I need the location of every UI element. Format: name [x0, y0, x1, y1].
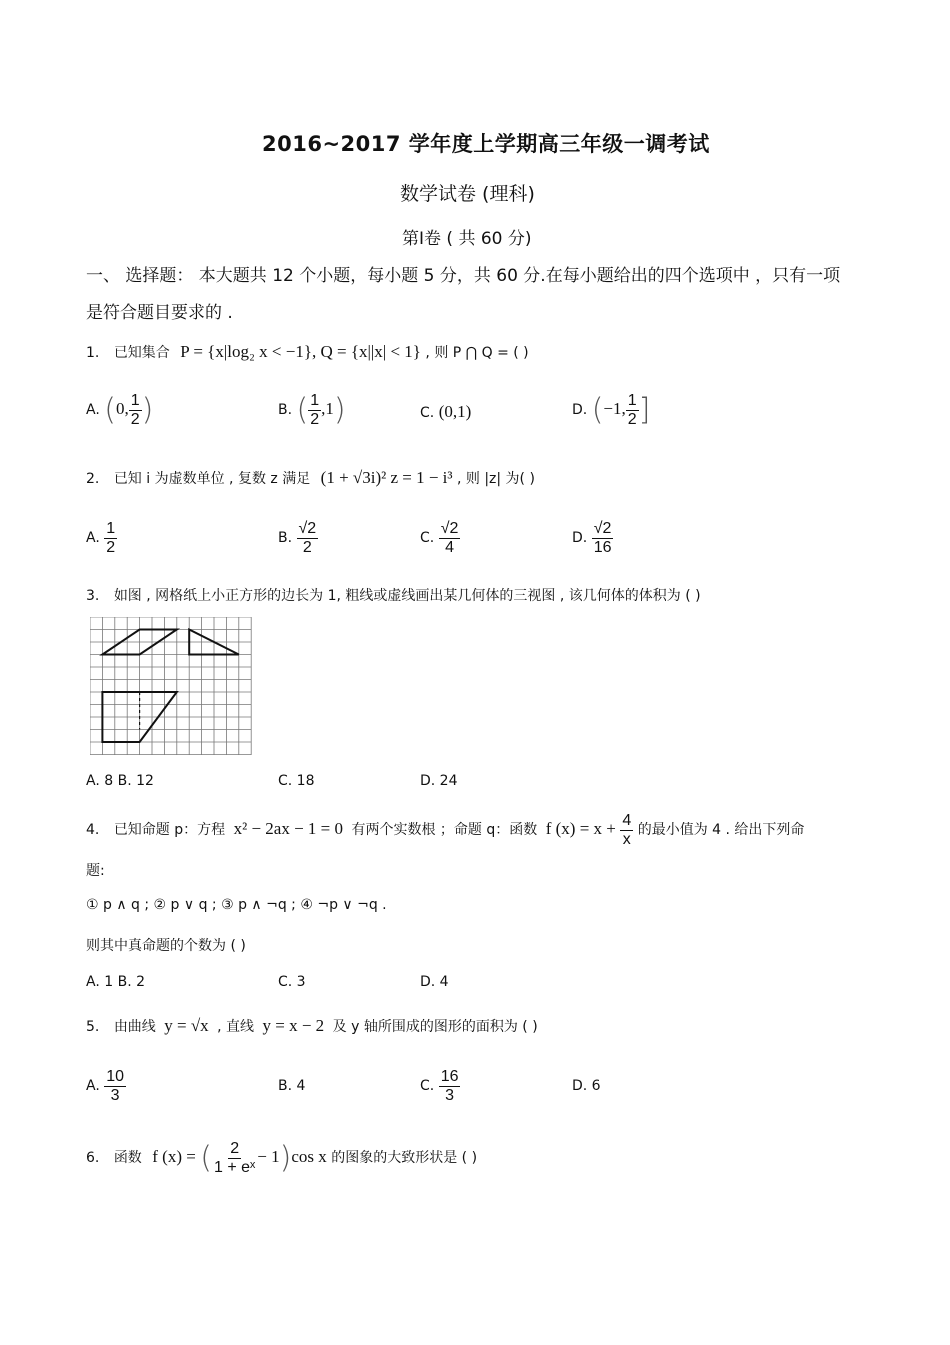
question-stem: 函数: [113, 1150, 142, 1167]
fraction-numerator: 1: [130, 392, 140, 409]
option-label: C.: [420, 530, 435, 547]
question-6: 6. 函数 f (x) = ( $\frac{2}{\text{1 + eˣ}}$ − 1)cos x 的图象的大致形状是 ( ): [86, 1140, 478, 1176]
fraction-numerator: √2: [440, 520, 459, 537]
q5-option-c[interactable]: [420, 1068, 460, 1104]
q1-option-b[interactable]: B. ( $\frac{1}{2}$ ,1): [278, 392, 346, 428]
question-tail: , 则 |z| 为( ): [456, 471, 535, 487]
fraction-denominator: 3: [110, 1086, 120, 1104]
question-stem: 如图 , 网格纸上小正方形的边长为 1, 粗线或虚线画出某几何体的三视图 , 该几何体的体积为 ( ): [113, 588, 701, 604]
exam-title: 2016~2017 学年度上学期高三年级一调考试: [262, 132, 710, 156]
question-number: 2.: [86, 471, 100, 487]
question-number: 4.: [86, 822, 100, 839]
question-4: [86, 812, 804, 848]
fraction-denominator: 16: [593, 538, 612, 556]
q4-option-c[interactable]: C. 3: [278, 974, 306, 990]
q3-option-c[interactable]: C. 18: [278, 773, 315, 789]
question-stem: 已知集合: [113, 345, 170, 361]
question-math: cos x: [291, 1147, 327, 1167]
fraction-denominator: x: [622, 830, 631, 848]
question-stem: 及 y 轴所围成的图形的面积为 ( ): [332, 1019, 538, 1035]
fraction-numerator: 16: [440, 1068, 459, 1085]
question-math: P = {x|log₂ x < −1}, Q = {x||x| < 1}: [180, 342, 421, 361]
q1-option-c[interactable]: [420, 402, 471, 422]
fraction-denominator: 4: [445, 538, 454, 556]
question-number: 3.: [86, 588, 100, 604]
fraction-numerator: 2: [230, 1140, 240, 1157]
question-5: [86, 1016, 538, 1036]
q2-option-d[interactable]: [572, 520, 613, 556]
option-label: A.: [86, 402, 100, 419]
question-1: [86, 342, 529, 362]
question-4-continued: 题:: [86, 863, 105, 879]
question-math: f (x) = x +: [545, 819, 616, 839]
question-number: 5.: [86, 1019, 100, 1035]
fraction-numerator: √2: [593, 520, 612, 537]
question-math: y = x − 2: [262, 1016, 325, 1035]
fraction-numerator: 4: [622, 812, 632, 829]
fraction-denominator: 2: [106, 538, 116, 556]
question-math: x² − 2ax − 1 = 0: [233, 819, 344, 839]
q1-option-d[interactable]: D. (−1, $\frac{1}{2}$ ]: [572, 392, 651, 428]
fraction-denominator: 3: [445, 1086, 455, 1104]
question-stem: 由曲线: [113, 1019, 156, 1035]
option-text: ,1: [321, 399, 334, 419]
question-number: 1.: [86, 345, 100, 361]
question-4-ask: 则其中真命题的个数为 ( ): [86, 938, 246, 954]
fraction-denominator: 1 + eˣ: [214, 1158, 256, 1176]
option-label: A.: [86, 1078, 100, 1095]
question-2: [86, 468, 535, 488]
question-stem: 有两个实数根 ；命题 q：函数: [351, 822, 538, 839]
option-text: 0,: [115, 399, 129, 419]
question-3: [86, 585, 701, 605]
option-text: (0,1): [438, 402, 472, 421]
option-label: C.: [420, 1078, 435, 1095]
fraction-denominator: 2: [627, 410, 637, 428]
question-math: f (x) =: [152, 1147, 196, 1167]
section-instruction-line1: 一、 选择题： 本大题共 12 个小题，每小题 5 分，共 60 分.在每小题给出的四个选项中 ，只有一项: [86, 266, 841, 286]
option-label: D.: [572, 530, 588, 547]
option-label: C.: [420, 405, 435, 421]
q2-option-c[interactable]: [420, 520, 460, 556]
option-label: B.: [278, 530, 293, 547]
question-number: 6.: [86, 1150, 100, 1167]
question-4-propositions: ① p ∧ q ; ② p ∨ q ; ③ p ∧ ¬q ; ④ ¬p ∨ ¬q .: [86, 897, 387, 913]
part-heading: 第Ⅰ卷 ( 共 60 分): [402, 229, 532, 249]
three-view-grid-figure: [90, 617, 254, 757]
q5-option-a[interactable]: [86, 1068, 126, 1104]
q2-option-a[interactable]: [86, 520, 117, 556]
question-stem: , 直线: [217, 1019, 255, 1035]
fraction-numerator: 10: [106, 1068, 125, 1085]
question-stem: 的图象的大致形状是 ( ): [331, 1150, 478, 1167]
question-math: − 1: [257, 1147, 280, 1167]
fraction-numerator: 1: [627, 392, 637, 409]
q1-option-a[interactable]: A. (0, $\frac{1}{2}$ ): [86, 392, 154, 428]
fraction-numerator: 1: [310, 392, 320, 409]
question-math: (1 + √3i)² z = 1 − i³: [320, 468, 453, 487]
q5-option-b[interactable]: B. 4: [278, 1078, 306, 1094]
question-stem: 已知命题 p：方程: [113, 822, 226, 839]
question-math: y = √x: [164, 1016, 209, 1035]
fraction-denominator: 2: [310, 410, 320, 428]
fraction-denominator: 2: [130, 410, 140, 428]
option-label: B.: [278, 402, 293, 419]
paper-subtitle: 数学试卷 (理科): [400, 183, 535, 205]
section-instruction-line2: 是符合题目要求的 .: [86, 303, 233, 323]
option-label: A.: [86, 530, 100, 547]
q4-option-d[interactable]: D. 4: [420, 974, 449, 990]
q4-option-ab[interactable]: A. 1 B. 2: [86, 974, 146, 990]
question-stem: 已知 i 为虚数单位 , 复数 z 满足: [113, 471, 311, 487]
q3-option-d[interactable]: D. 24: [420, 773, 458, 789]
fraction-numerator: 1: [106, 520, 116, 537]
question-stem: 的最小值为 4 . 给出下列命: [637, 822, 805, 839]
fraction-denominator: 2: [302, 538, 312, 556]
question-tail: , 则 P ⋂ Q = ( ): [425, 345, 529, 361]
q3-option-ab[interactable]: A. 8 B. 12: [86, 773, 154, 789]
option-text: −1,: [603, 399, 626, 419]
q5-option-d[interactable]: D. 6: [572, 1078, 601, 1094]
q2-option-b[interactable]: [278, 520, 318, 556]
fraction-numerator: √2: [298, 520, 317, 537]
option-label: D.: [572, 402, 588, 419]
